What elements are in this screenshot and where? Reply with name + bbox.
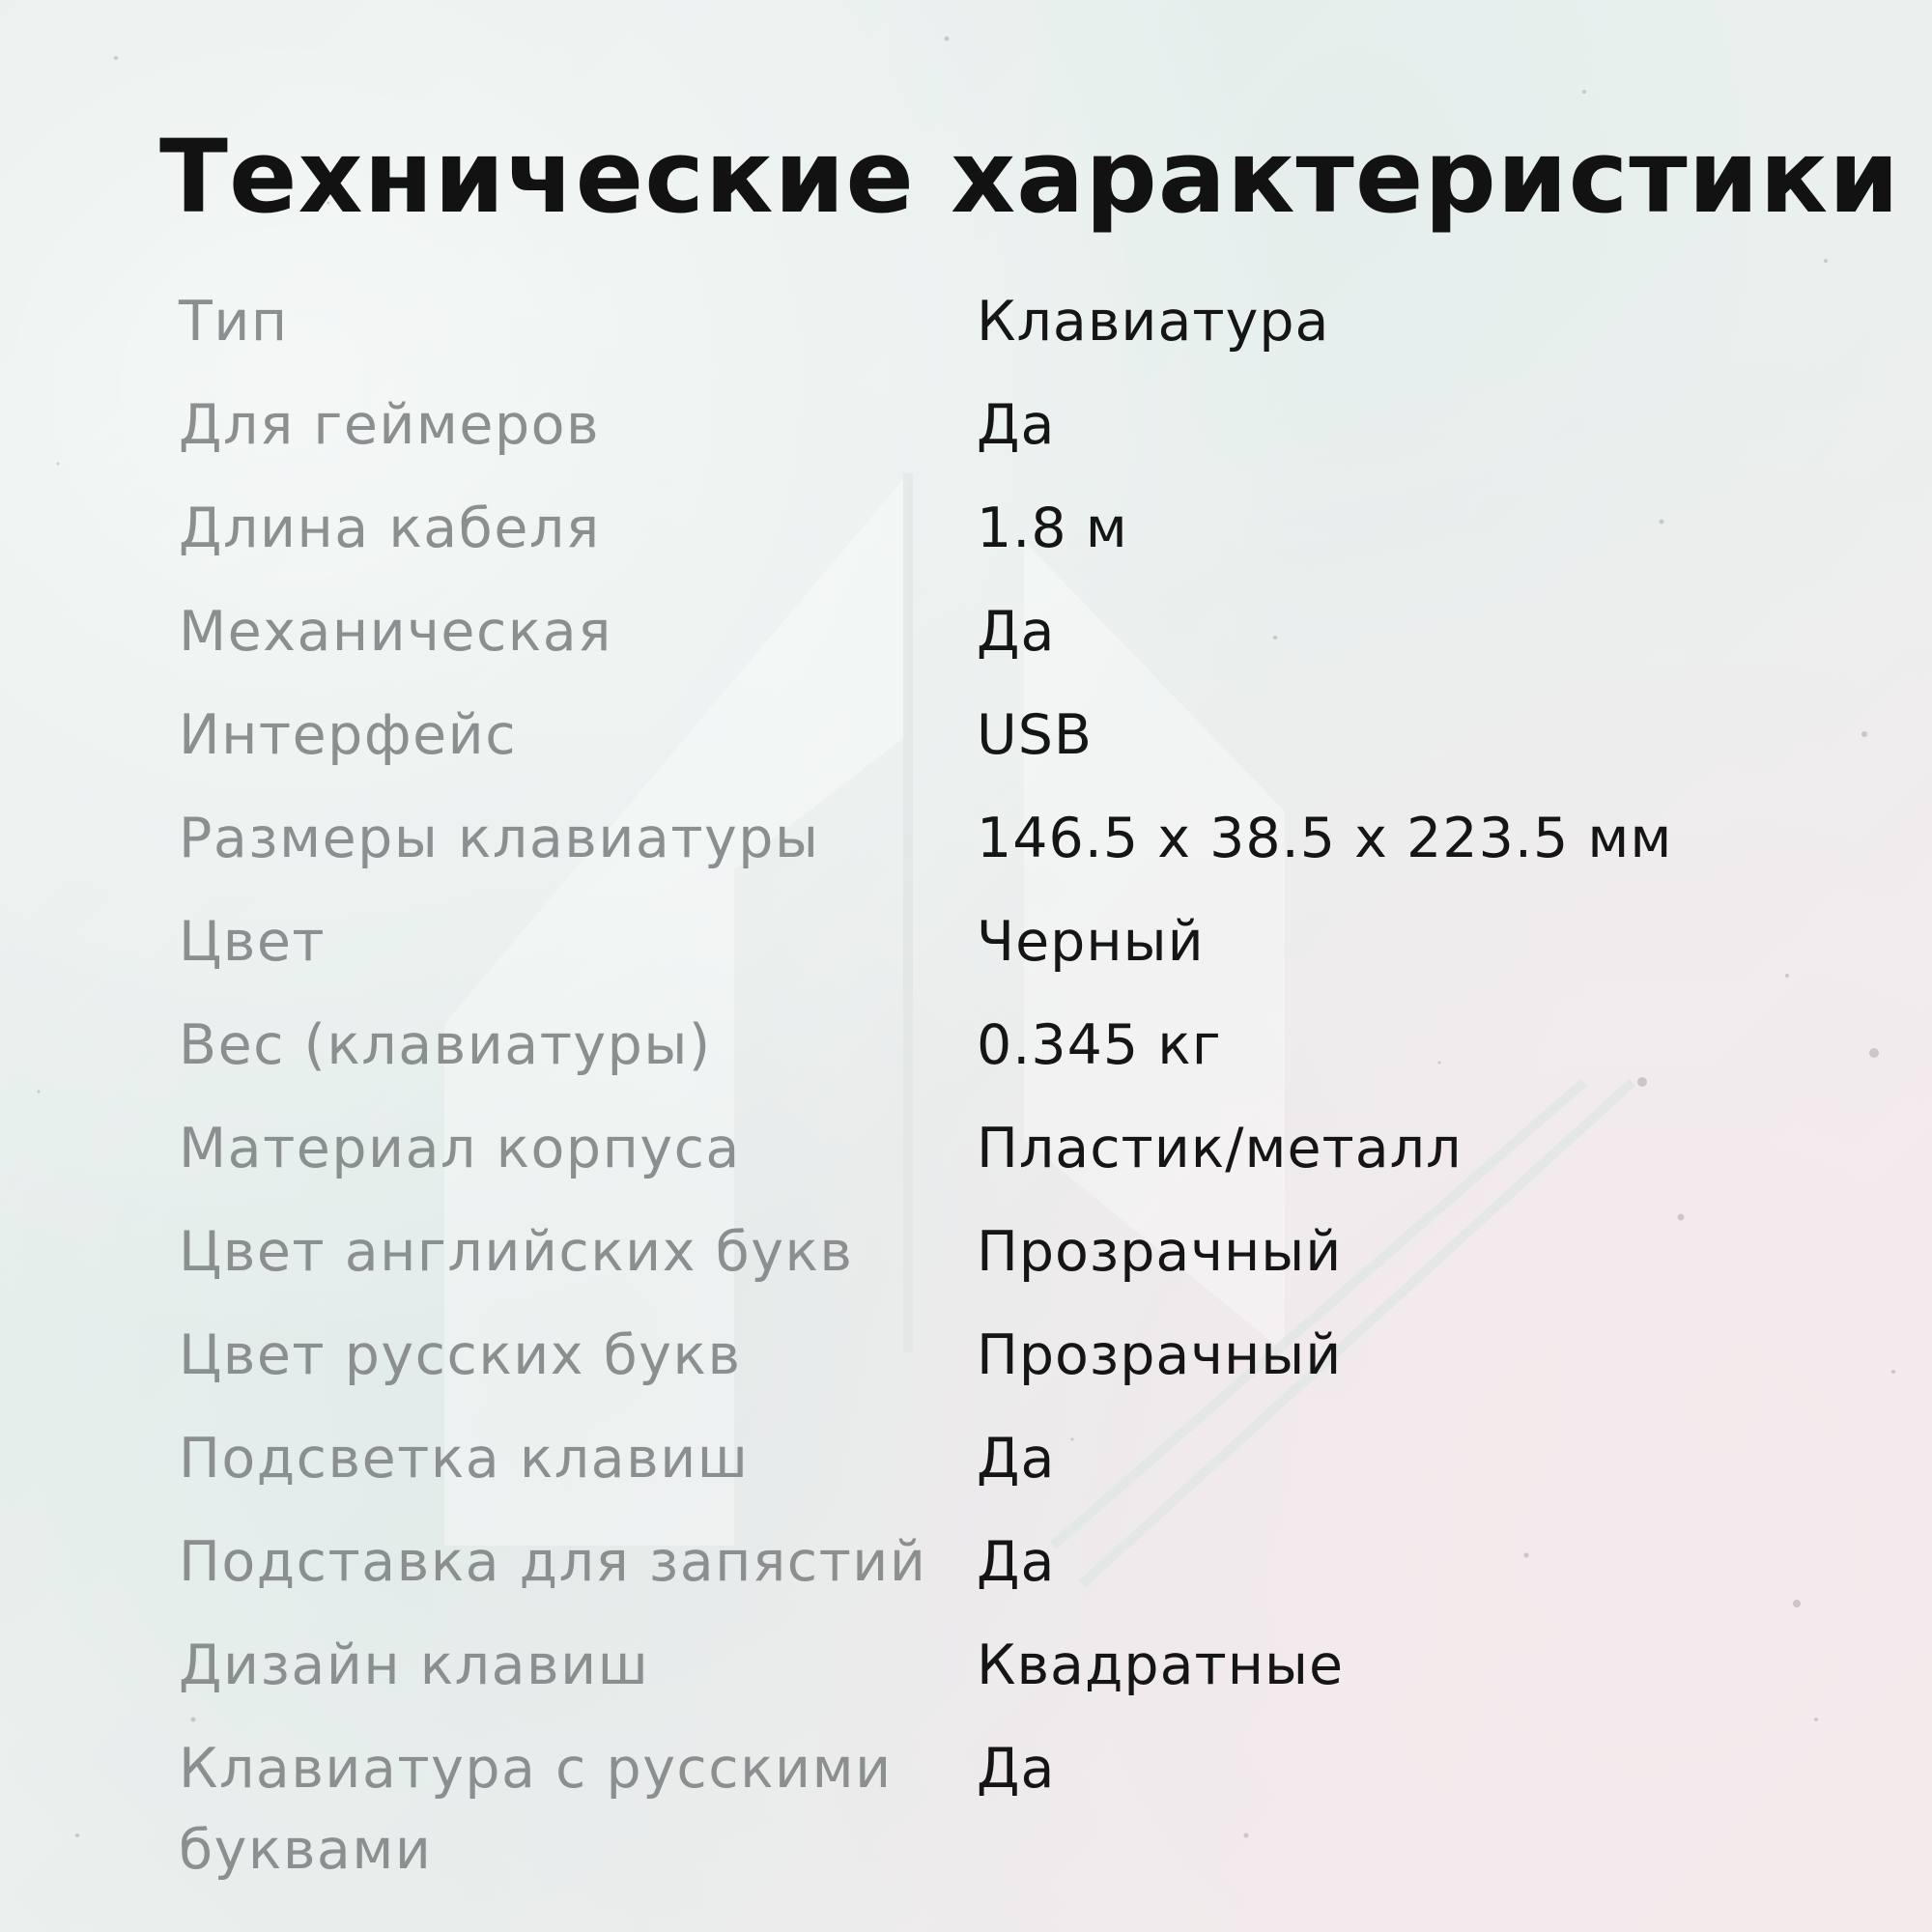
spec-label: Цвет русских букв <box>179 1323 742 1387</box>
spec-label: Вес (клавиатуры) <box>179 1013 712 1077</box>
spec-label: Размеры клавиатуры <box>179 807 820 870</box>
spec-row-material <box>179 1108 1744 1211</box>
spec-value: Да <box>977 1427 1056 1491</box>
spec-label: Клавиатура с русскими буквами <box>179 1737 893 1882</box>
spec-row-russian-layout <box>179 1728 1744 1890</box>
spec-row-wrist-rest <box>179 1521 1744 1625</box>
spec-value: Да <box>977 393 1056 457</box>
spec-row-weight <box>179 1005 1744 1108</box>
spec-label: Длина кабеля <box>179 497 601 560</box>
spec-value: Квадратные <box>977 1634 1345 1697</box>
spec-value: Да <box>977 1530 1056 1594</box>
spec-row-type <box>179 281 1744 384</box>
spec-label: Материал корпуса <box>179 1117 741 1180</box>
spec-value: Пластик/металл <box>977 1117 1463 1180</box>
spec-value: USB <box>977 703 1094 767</box>
spec-value: Да <box>977 1737 1056 1801</box>
spec-label: Цвет <box>179 910 327 974</box>
spec-row-english-letters-color <box>179 1211 1744 1315</box>
spec-row-interface <box>179 695 1744 798</box>
spec-label: Подсветка клавиш <box>179 1427 750 1491</box>
spec-row-key-design <box>179 1625 1744 1728</box>
spec-value: 1.8 м <box>977 497 1128 560</box>
spec-row-gaming <box>179 384 1744 488</box>
spec-value: 0.345 кг <box>977 1013 1222 1077</box>
spec-row-cable-length <box>179 488 1744 591</box>
spec-value: Клавиатура <box>977 290 1330 354</box>
spec-label: Тип <box>179 290 289 354</box>
spec-row-russian-letters-color <box>179 1315 1744 1418</box>
spec-label: Для геймеров <box>179 393 601 457</box>
spec-row-backlight <box>179 1418 1744 1521</box>
spec-label: Дизайн клавиш <box>179 1634 650 1697</box>
spec-value: Прозрачный <box>977 1220 1343 1284</box>
spec-row-color <box>179 901 1744 1005</box>
spec-label: Цвет английских букв <box>179 1220 854 1284</box>
page-title: Технические характеристики <box>159 118 1900 236</box>
spec-value: Прозрачный <box>977 1323 1343 1387</box>
spec-label: Интерфейс <box>179 703 518 767</box>
spec-label: Механическая <box>179 600 612 664</box>
spec-value: 146.5 x 38.5 x 223.5 мм <box>977 807 1673 870</box>
spec-value: Черный <box>977 910 1205 974</box>
spec-row-dimensions <box>179 798 1744 901</box>
spec-label: Подставка для запястий <box>179 1530 927 1594</box>
spec-value: Да <box>977 600 1056 664</box>
spec-row-mechanical <box>179 591 1744 695</box>
specs-table <box>179 281 1744 1890</box>
